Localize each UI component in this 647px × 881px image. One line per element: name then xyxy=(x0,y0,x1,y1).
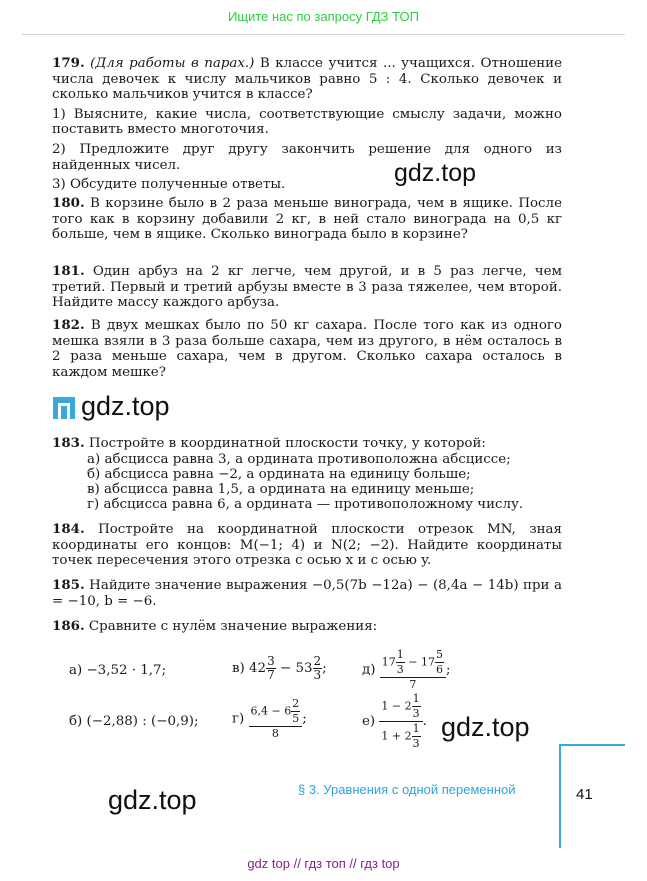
list-item: а) абсцисса равна 3, а ордината противоположна абсциссе; xyxy=(87,451,511,467)
problem-number: 181. xyxy=(52,263,85,279)
fraction: 17 $\frac{1}{3}$ − 17 $\frac{5}{6}$ 7 xyxy=(380,648,446,692)
problem-186 xyxy=(52,619,562,635)
whole-part: 42 xyxy=(249,661,267,676)
section-marker-icon xyxy=(53,397,75,419)
top-divider xyxy=(22,34,625,35)
problem-text: Найдите значение выражения −0,5(7b −12a) − (8,4a − 14b) при a = −10, b = −6. xyxy=(52,578,562,609)
watermark: gdz.top xyxy=(81,391,170,421)
top-banner-text: Ищите нас по запросу ГДЗ ТОП xyxy=(228,9,419,24)
expression-label: д) xyxy=(362,662,376,678)
problem-185 xyxy=(52,578,562,609)
problem-183 xyxy=(52,436,562,512)
fraction: $\frac{1}{3}$ xyxy=(396,648,404,676)
problem-number: 185. xyxy=(52,577,85,593)
problem-179 xyxy=(52,56,562,193)
expression-label: е) xyxy=(362,714,376,729)
problem-number: 179. xyxy=(52,55,85,71)
fraction: $\frac{3}{7}$ xyxy=(267,654,275,682)
top-banner xyxy=(0,0,647,34)
problem-text: Сравните с нулём значение выражения: xyxy=(88,619,378,634)
problem-184 xyxy=(52,522,562,569)
fraction: $\frac{2}{5}$ xyxy=(292,697,300,725)
fraction: $\frac{1}{3}$ xyxy=(412,722,420,750)
problem-number: 180. xyxy=(52,195,85,211)
page-divider xyxy=(559,744,561,848)
expression-b: б) (−2,88) : (−0,9); xyxy=(69,714,199,729)
bottom-banner-text: gdz top // гдз топ // гдз top xyxy=(247,856,400,871)
problem-180 xyxy=(52,196,562,243)
page-number: 41 xyxy=(576,786,593,803)
fraction: 1 − 2 $\frac{1}{3}$ 1 + 2 $\frac{1}{3}$ xyxy=(379,692,422,751)
expression-a: а) −3,52 · 1,7; xyxy=(69,663,167,678)
section-title: § 3. Уравнения с одной переменной xyxy=(298,782,516,797)
watermark: gdz.top xyxy=(394,159,477,187)
problem-text: В корзине было в 2 раза меньше винограда, чем в ящике. После того как в корзину добавили 2 кг, в ней стало винограда на 0,5 кг больше, чем в ящике. Сколько винограда было в корзине? xyxy=(52,196,562,243)
list-item: б) абсцисса равна −2, а ордината на единицу больше; xyxy=(87,466,471,482)
watermark: gdz.top xyxy=(441,712,530,742)
fraction: 6,4 − 6 $\frac{2}{5}$ 8 xyxy=(249,697,303,741)
operator: − xyxy=(275,661,296,676)
problem-number: 182. xyxy=(52,317,85,333)
problem-number: 184. xyxy=(52,521,85,537)
punct: . xyxy=(422,714,427,729)
fraction: $\frac{2}{3}$ xyxy=(313,654,322,682)
pair-work-note: (Для работы в парах.) xyxy=(90,56,255,71)
problem-text: В двух мешках было по 50 кг сахара. После того как из одного мешка взяли в 3 раза больше сахара, чем из другого, в нём осталось в 2 раза меньше сахара, чем в другом. Сколько сахара осталось в каждом мешке? xyxy=(52,318,562,380)
problem-text: Постройте на координатной плоскости отрезок MN, зная координаты его концов: M(−1; 4) и N(2; −2). Найдите координаты точек пересечения этого отрезка с осью x и с осью y. xyxy=(52,522,562,569)
expression-g xyxy=(232,697,307,741)
subtask-1: 1) Выясните, какие числа, соответствующие смыслу задачи, можно поставить вместо многоточия. xyxy=(52,106,562,138)
problem-text: В классе учится ... учащихся. Отношение числа девочек к числу мальчиков равно 5 : 4. Сколько девочек и сколько мальчиков учится в классе? xyxy=(52,56,563,103)
fraction: $\frac{5}{6}$ xyxy=(435,648,443,676)
item-list xyxy=(87,452,562,513)
fraction: $\frac{1}{3}$ xyxy=(412,692,420,720)
expression-label: г) xyxy=(232,711,245,727)
list-item: г) абсцисса равна 6, а ордината — противоположному числу. xyxy=(87,497,524,513)
whole-part: 53 xyxy=(295,661,313,676)
subtask-3: 3) Обсудите полученные ответы. xyxy=(52,177,286,193)
problem-181 xyxy=(52,264,562,311)
page-divider xyxy=(559,744,625,746)
expression-e xyxy=(362,692,427,751)
watermark: gdz.top xyxy=(108,785,197,815)
problem-182 xyxy=(52,318,562,380)
problem-text: Один арбуз на 2 кг легче, чем другой, и в 5 раз легче, чем третий. Первый и третий арбузы вместе в 3 раза тяжелее, чем второй. Найдите массу каждого арбуза. xyxy=(52,264,562,311)
punct: ; xyxy=(302,711,307,727)
problem-text: Постройте в координатной плоскости точку, у которой: xyxy=(88,436,486,451)
list-item: в) абсцисса равна 1,5, а ордината на единицу меньше; xyxy=(87,482,475,497)
punct: ; xyxy=(445,662,451,678)
problem-number: 186. xyxy=(52,618,85,634)
subtask-2: 2) Предложите друг другу закончить решение для одного из найденных чисел. xyxy=(52,141,562,173)
punct: ; xyxy=(322,661,327,676)
expression-v xyxy=(232,655,327,682)
problem-number: 183. xyxy=(52,435,85,451)
expression-label: в) xyxy=(232,661,245,676)
expression-d xyxy=(362,648,450,692)
